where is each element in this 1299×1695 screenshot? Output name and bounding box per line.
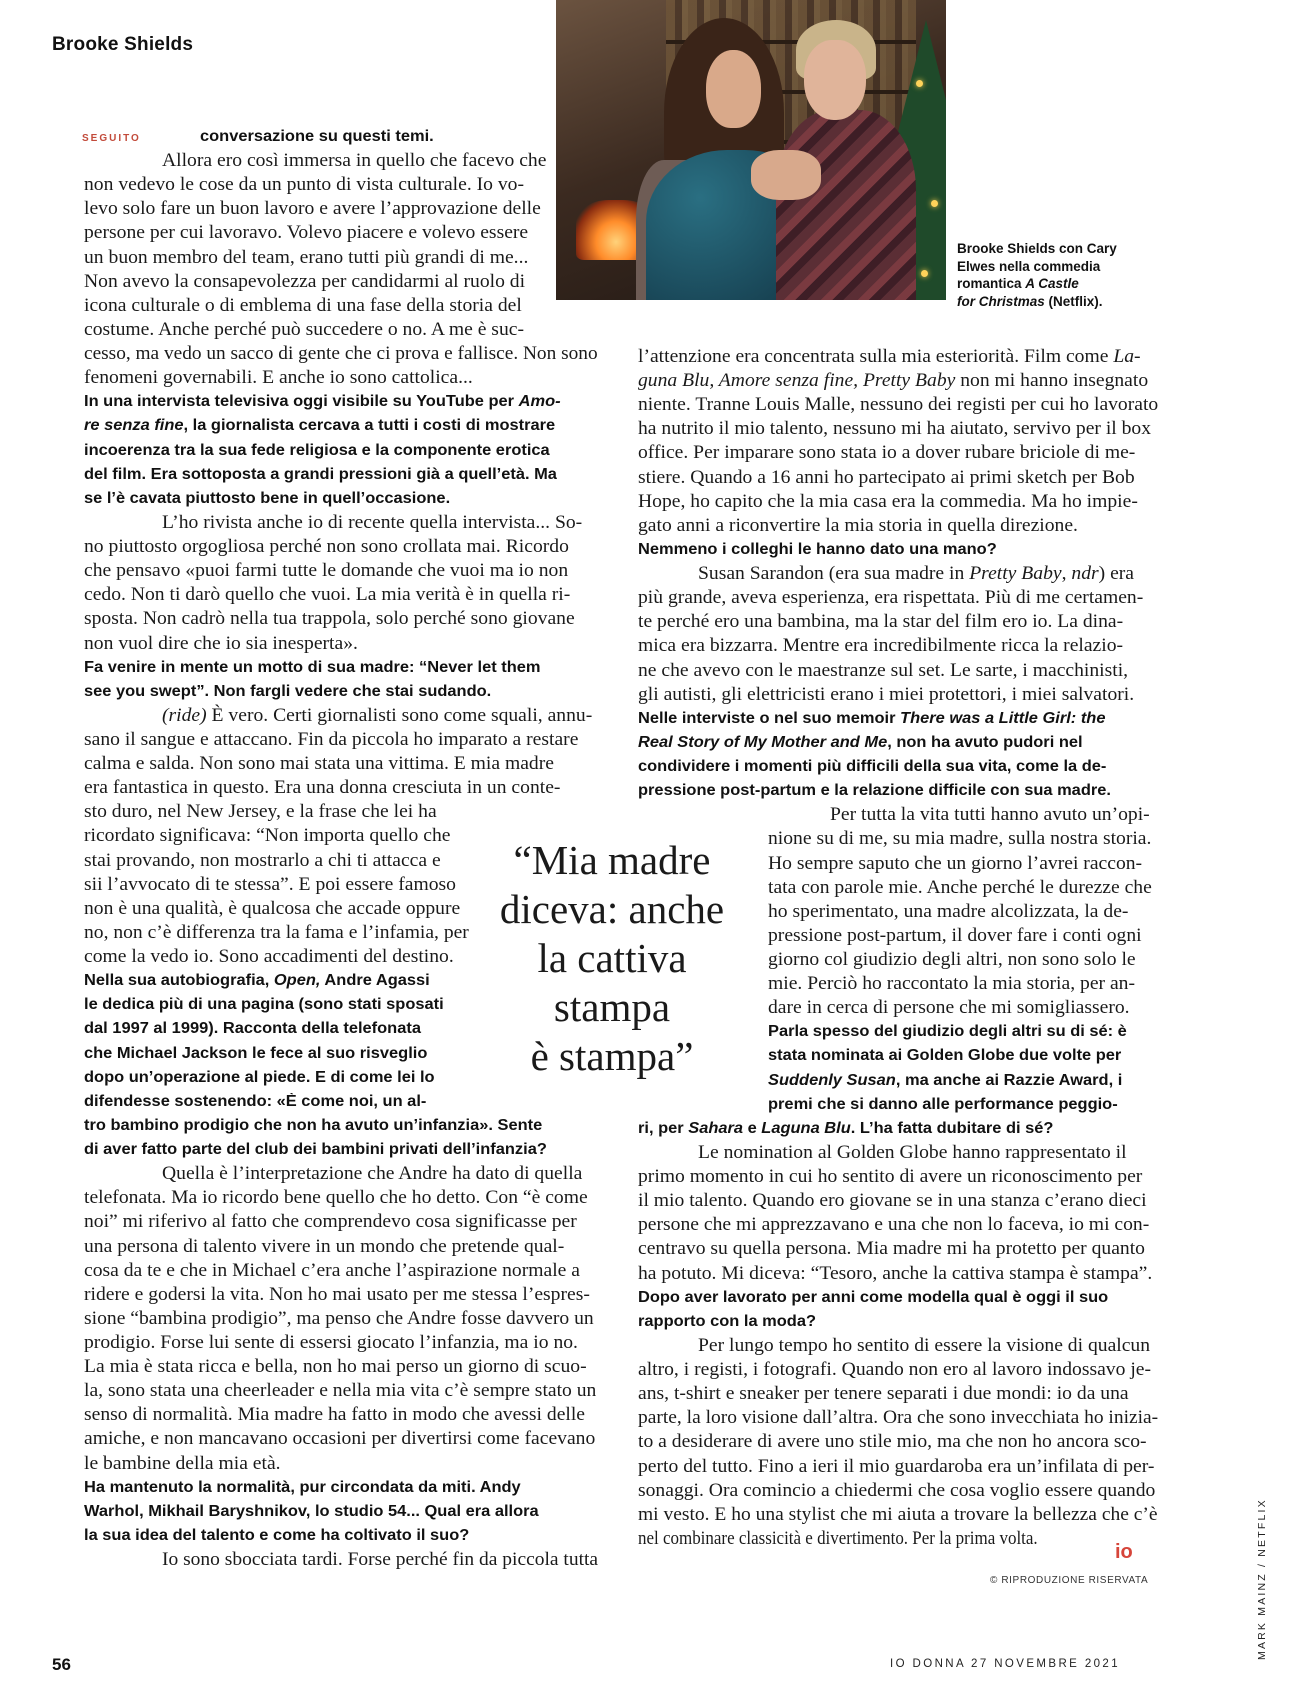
question-line: see you swept”. Non fargli vedere che stai sudando.: [84, 682, 492, 700]
body-line: niente. Tranne Louis Malle, nessuno dei registi per cui ho lavorato: [638, 395, 1159, 416]
body-line: ridere e godersi la vita. Non ho mai usato per me stessa l’espres-: [84, 1284, 590, 1305]
body-line: che pensavo «puoi farmi tutte le domande che vuoi ma io non: [84, 561, 569, 582]
body-line: no, non c’è differenza tra la fama e l’infamia, per: [84, 922, 469, 943]
question-line: Nella sua autobiografia, Open, Andre Agassi: [84, 972, 430, 990]
body-line: Susan Sarandon (era sua madre in Pretty Baby, ndr) era: [698, 564, 1135, 585]
body-line: amiche, e non mancavano occasioni per divertirsi come facevano: [84, 1429, 596, 1450]
question-line: la sua idea del talento e come ha coltivato il suo?: [84, 1526, 470, 1544]
question-line: dopo un’operazione al piede. E di come lei lo: [84, 1068, 435, 1086]
body-line: nione su di me, su mia madre, sulla nostra storia.: [768, 829, 1152, 850]
question-line: che Michael Jackson le fece al suo risveglio: [84, 1044, 428, 1062]
body-line: ho sperimentato, una madre alcolizzata, la de-: [768, 901, 1129, 922]
question-line: ri, per Sahara e Laguna Blu. L’ha fatta dubitare di sé?: [638, 1119, 1054, 1137]
body-line: L’ho rivista anche io di recente quella intervista... So-: [162, 512, 583, 533]
body-line: calma e salda. Non sono mai stata una vittima. E mia madre: [84, 754, 554, 775]
body-line: Allora ero così immersa in quello che facevo che: [162, 151, 547, 172]
body-line: non è una qualità, è qualcosa che accade oppure: [84, 898, 461, 919]
body-line: sano il sangue e attaccano. Fin da piccola ho imparato a restare: [84, 730, 579, 750]
pull-quote: “Mia madre diceva: anche la cattiva stampa è stampa”: [499, 837, 725, 1079]
body-line: to a desiderare di avere uno stile mio, ma che non ho ancora sco-: [638, 1432, 1147, 1453]
body-line: ricordato significava: “Non importa quello che: [84, 826, 451, 847]
body-line: stiere. Quando a 16 anni ho partecipato ai primi sketch per Bob: [638, 467, 1135, 488]
body-line: centravo su quella persona. Mia madre mi ha protetto per quanto: [638, 1239, 1145, 1260]
body-line: ha nutrito il mio talento, nessuno mi ha aiutato, servivo per il box: [638, 419, 1152, 440]
question-line: Warhol, Mikhail Baryshnikov, lo studio 54... Qual era allora: [84, 1502, 539, 1520]
body-line: le bambine della mia età.: [84, 1453, 281, 1474]
body-line: mi vesto. E ho una stylist che mi aiuta a trovare la bellezza che c’è: [638, 1504, 1158, 1525]
body-line: sione “bambina prodigio”, ma penso che Andre fosse davvero un: [84, 1308, 594, 1329]
question-line: del film. Era sottoposta a grandi pressioni già a quell’età. Ma: [84, 465, 557, 483]
question-line: se l’è cavata piuttosto bene in quell’occasione.: [84, 489, 451, 507]
body-line: l’attenzione era concentrata sulla mia esteriorità. Film come La-: [638, 347, 1141, 367]
body-line: office. Per imparare sono stata io a dover rubare briciole di me-: [638, 443, 1136, 464]
body-line: Non avevo la consapevolezza per candidarmi al ruolo di: [84, 271, 526, 292]
section-title: Brooke Shields: [52, 34, 194, 55]
body-line: primo momento in cui ho sentito di avere un riconoscimento per: [638, 1167, 1143, 1188]
body-line: persone per cui lavoravo. Volevo piacere e volevo essere: [84, 223, 529, 244]
photo-caption: Brooke Shields con Cary Elwes nella commedia romantica A Castle for Christmas (Netflix).: [957, 241, 1117, 309]
magazine-footer: IO DONNA 27 NOVEMBRE 2021: [890, 1658, 1121, 1670]
body-line: guna Blu, Amore senza fine, Pretty Baby non mi hanno insegnato: [638, 371, 1149, 392]
body-line: (ride) È vero. Certi giornalisti sono come squali, annu-: [162, 705, 593, 726]
body-line: tata con parole mie. Anche perché le durezze che: [768, 877, 1152, 898]
body-line: senso di normalità. Mia madre ha fatto in modo che avessi delle: [84, 1405, 586, 1426]
body-line: Hope, ho capito che la mia casa era la commedia. Ma ho impie-: [638, 491, 1138, 512]
body-line: telefonata. Ma io ricordo bene quello che ho detto. Con “è come: [84, 1188, 588, 1209]
body-line: dare in cerca di persone che mi somigliassero.: [768, 998, 1130, 1019]
body-line: non vedevo le cose da un punto di vista culturale. Io vo-: [84, 175, 525, 196]
question-line: In una intervista televisiva oggi visibile su YouTube per Amo-: [84, 393, 561, 411]
question-line: Real Story of My Mother and Me, non ha avuto pudori nel: [638, 733, 1083, 751]
question-line: dal 1997 al 1999). Racconta della telefonata: [84, 1020, 421, 1038]
body-line: no piuttosto orgogliosa perché non sono crollata mai. Ricordo: [84, 537, 569, 558]
io-end-logo: io: [1115, 1541, 1133, 1563]
body-line: più grande, aveva esperienza, era rispettata. Più di me certamen-: [638, 588, 1144, 609]
question-line: Suddenly Susan, ma anche ai Razzie Award, i: [768, 1071, 1123, 1089]
question-line: Ha mantenuto la normalità, pur circondata da miti. Andy: [84, 1478, 521, 1496]
question-line: difendesse sostenendo: «È come noi, un al-: [84, 1092, 427, 1110]
body-line: perto del tutto. Fino a ieri il mio guardaroba era un’infilata di per-: [638, 1456, 1155, 1477]
body-line: mica era bizzarra. Mentre era incredibilmente ricca la relazio-: [638, 636, 1124, 657]
body-line: Io sono sbocciata tardi. Forse perché fin da piccola tutta: [162, 1550, 599, 1571]
body-line: Per lungo tempo ho sentito di essere la visione di qualcun: [698, 1335, 1151, 1356]
question-line: tro bambino prodigio che non ha avuto un’infanzia». Sente: [84, 1116, 543, 1134]
body-line: noi” mi riferivo al fatto che comprendevo cosa significasse per: [84, 1212, 577, 1233]
body-line: parte, la loro visione dall’altra. Ora che sono invecchiata ho inizia-: [638, 1408, 1159, 1429]
body-line: La mia è stata ricca e bella, non ho mai perso un giorno di scuo-: [84, 1357, 587, 1378]
copyright-notice: © RIPRODUZIONE RISERVATA: [990, 1575, 1149, 1586]
body-line: icona culturale o di emblema di una fase della storia del: [84, 295, 522, 316]
question-line: premi che si danno alle performance peggio-: [768, 1095, 1118, 1113]
body-line: altro, i registi, i fotografi. Quando non ero al lavoro indossavo je-: [638, 1360, 1152, 1381]
body-line: ans, t-shirt e sneaker per tenere separati i due mondi: io da una: [638, 1384, 1129, 1405]
body-line: fenomeni governabili. E anche io sono cattolica...: [84, 368, 473, 389]
body-line: sonaggi. Ora comincio a chiedermi che cosa voglio essere quando: [638, 1480, 1156, 1501]
question-line: Dopo aver lavorato per anni come modella qual è oggi il suo: [638, 1288, 1109, 1306]
body-line: stai provando, non mostrarlo a chi ti attacca e: [84, 850, 441, 871]
body-line: levo solo fare un buon lavoro e avere l’approvazione delle: [84, 199, 541, 220]
body-line: gato anni a riconvertire la mia storia in quella direzione.: [638, 515, 1078, 536]
body-line: cesso, ma vedo un sacco di gente che ci prova e fallisce. Non sono: [84, 344, 598, 365]
question-line: conversazione su questi temi.: [200, 128, 434, 145]
question-line: Fa venire in mente un motto di sua madre: “Never let them: [84, 658, 541, 676]
body-line: Le nomination al Golden Globe hanno rappresentato il: [698, 1142, 1127, 1163]
body-line: sii l’avvocato di te stessa”. E poi essere famoso: [84, 874, 456, 895]
article-photo: [556, 0, 946, 300]
question-line: rapporto con la moda?: [638, 1312, 817, 1330]
body-line: un buon membro del team, erano tutti più grandi di me...: [84, 247, 529, 268]
body-line: sto duro, nel New Jersey, e la frase che lei ha: [84, 802, 437, 823]
question-line: pressione post-partum e la relazione difficile con sua madre.: [638, 782, 1111, 800]
body-line: mie. Perciò ho raccontato la mia storia, per an-: [768, 974, 1136, 995]
body-line: pressione post-partum, il dover fare i conti ogni: [768, 925, 1142, 946]
question-line: Nemmeno i colleghi le hanno dato una mano?: [638, 540, 997, 558]
body-line: era fantastica in questo. Era una donna cresciuta in un conte-: [84, 778, 561, 799]
body-line: giorno col giudizio degli altri, non sono solo le: [768, 950, 1136, 970]
body-line: ha potuto. Mi diceva: “Tesoro, anche la cattiva stampa è stampa”.: [638, 1263, 1153, 1284]
body-line: Per tutta la vita tutti hanno avuto un’opi-: [830, 805, 1150, 826]
body-line: cedo. Non ti darò quello che vuoi. La mia verità è in quella ri-: [84, 585, 571, 606]
body-line: non vuol dire che io sia inesperta».: [84, 633, 358, 654]
body-line: persone che mi apprezzavano e una che non lo faceva, io mi con-: [638, 1215, 1150, 1236]
body-line: come la vedo io. Sono accadimenti del destino.: [84, 947, 454, 968]
body-line: gli autisti, gli elettricisti erano i miei protettori, i miei salvatori.: [638, 684, 1135, 705]
body-line: sposta. Non cadrò nella tua trappola, solo perché sono giovane: [84, 609, 575, 630]
body-line: costume. Anche perché può succedere o no. A me è suc-: [84, 319, 524, 340]
question-line: condividere i momenti più difficili della sua vita, come la de-: [638, 758, 1107, 776]
body-line: te perché ero una bambina, ma la star del film ero io. La dina-: [638, 612, 1124, 633]
question-line: stata nominata ai Golden Globe due volte per: [768, 1047, 1122, 1065]
body-line: Ho sempre saputo che un giorno l’avrei raccon-: [768, 853, 1143, 874]
question-line: re senza fine, la giornalista cercava a tutti i costi di mostrare: [84, 417, 556, 435]
continued-label: SEGUITO: [82, 133, 141, 144]
question-line: Parla spesso del giudizio degli altri su di sé: è: [768, 1023, 1127, 1041]
body-line: il mio talento. Quando ero giovane se in una stanza c’erano dieci: [638, 1191, 1147, 1212]
body-line: la, sono stata una cheerleader e nella mia vita c’è sempre stato un: [84, 1381, 597, 1402]
photo-credit: MARK MAINZ / NETFLIX: [1256, 1498, 1268, 1660]
question-line: Nelle interviste o nel suo memoir There was a Little Girl: the: [638, 709, 1106, 727]
question-line: incoerenza tra la sua fede religiosa e la componente erotica: [84, 441, 550, 459]
body-line: nel combinare classicità e divertimento. Per la prima volta.: [638, 1528, 1038, 1549]
body-line: una persona di talento vivere in un mondo che pretende qual-: [84, 1236, 565, 1257]
page-number: 56: [52, 1655, 71, 1674]
question-line: di aver fatto parte del club dei bambini privati dell’infanzia?: [84, 1141, 547, 1159]
body-line: ne che avevo con le maestranze sul set. Le sarte, i macchinisti,: [638, 660, 1129, 681]
question-line: le dedica più di una pagina (sono stati sposati: [84, 996, 444, 1014]
body-line: cosa da te e che in Michael c’era anche l’aspirazione normale a: [84, 1260, 580, 1281]
body-line: Quella è l’interpretazione che Andre ha dato di quella: [162, 1164, 583, 1185]
body-line: prodigio. Forse lui sente di essersi giocato l’infanzia, ma io no.: [84, 1333, 578, 1353]
